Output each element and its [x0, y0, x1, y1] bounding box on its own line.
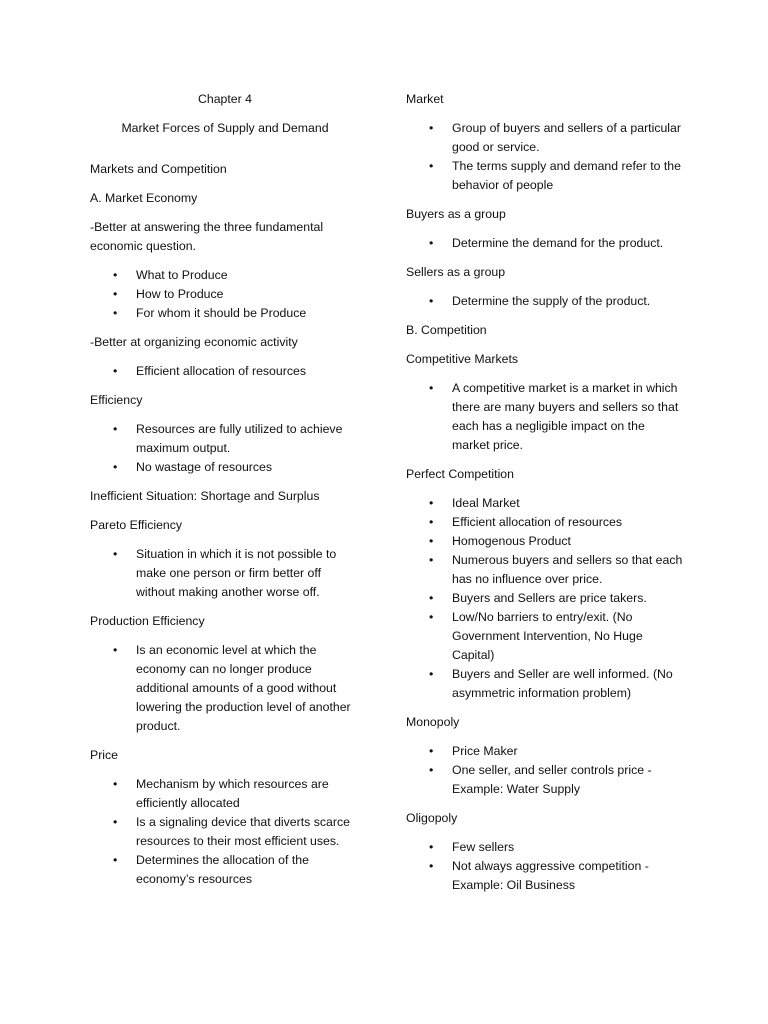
- bullet-icon: •: [429, 121, 434, 135]
- list-item-text: Determines the allocation of the economy’s resources: [136, 853, 309, 886]
- list-item-text: Is a signaling device that diverts scarce resources to their most efficient uses.: [136, 815, 350, 848]
- list-item: [406, 157, 684, 195]
- list-item: [406, 761, 684, 799]
- list-item-text: Determine the demand for the product.: [452, 236, 664, 250]
- bullet-icon: •: [113, 643, 118, 657]
- list-item: [406, 532, 684, 551]
- list-item: [406, 234, 684, 253]
- price-list: [90, 775, 360, 889]
- bullet-icon: •: [113, 815, 118, 829]
- list-item-text: What to Produce: [136, 268, 228, 282]
- pareto-list: [90, 545, 360, 602]
- monopoly-list: [406, 742, 684, 799]
- list-item: [90, 545, 360, 602]
- list-item: [406, 513, 684, 532]
- list-item: [406, 665, 684, 703]
- list-item-text: Buyers and Sellers are price takers.: [452, 591, 647, 605]
- list-item: [90, 458, 360, 477]
- questions-list: [90, 266, 360, 323]
- list-item-text: Numerous buyers and sellers so that each has no influence over price.: [452, 553, 683, 586]
- oligopoly-list: [406, 838, 684, 895]
- bullet-icon: •: [429, 159, 434, 173]
- list-item: [406, 608, 684, 665]
- list-item-text: The terms supply and demand refer to the behavior of people: [452, 159, 681, 192]
- heading-perfect-competition: Perfect Competition: [406, 467, 514, 481]
- bullet-icon: •: [113, 268, 118, 282]
- heading-market-economy: A. Market Economy: [90, 191, 198, 205]
- heading-buyers-group: Buyers as a group: [406, 207, 506, 221]
- bullet-icon: •: [429, 610, 434, 624]
- list-item-text: Efficient allocation of resources: [136, 364, 306, 378]
- list-item-text: Determine the supply of the product.: [452, 294, 651, 308]
- bullet-icon: •: [429, 534, 434, 548]
- list-item-text: Mechanism by which resources are efficiently allocated: [136, 777, 329, 810]
- list-item-text: Price Maker: [452, 744, 518, 758]
- bullet-icon: •: [429, 515, 434, 529]
- list-item: [90, 420, 360, 458]
- bullet-icon: •: [429, 236, 434, 250]
- list-item-text: A competitive market is a market in which there are many buyers and sellers so that each has a negligible impact on the market price.: [452, 381, 679, 452]
- chapter-heading: Chapter 4: [197, 92, 252, 106]
- list-item: [406, 379, 684, 455]
- heading-oligopoly: Oligopoly: [406, 811, 458, 825]
- list-item-text: For whom it should be Produce: [136, 306, 307, 320]
- bullet-icon: •: [429, 496, 434, 510]
- list-item-text: Homogenous Product: [452, 534, 571, 548]
- list-item: [90, 304, 360, 323]
- list-item: [90, 813, 360, 851]
- right-column: [406, 90, 684, 905]
- list-item: [406, 292, 684, 311]
- bullet-icon: •: [113, 547, 118, 561]
- list-item-text: Situation in which it is not possible to make one person or firm better off without making another worse off.: [136, 547, 337, 599]
- list-item: [406, 589, 684, 608]
- heading-markets-competition: Markets and Competition: [90, 162, 227, 176]
- heading-market: Market: [406, 92, 444, 106]
- list-item-text: Not always aggressive competition -Example: Oil Business: [452, 859, 649, 892]
- list-item-text: Few sellers: [452, 840, 515, 854]
- list-item: [406, 742, 684, 761]
- text-better-organizing: -Better at organizing economic activity: [90, 335, 298, 349]
- bullet-icon: •: [429, 840, 434, 854]
- bullet-icon: •: [429, 763, 434, 777]
- heading-competitive-markets: Competitive Markets: [406, 352, 519, 366]
- efficiency-list: [90, 420, 360, 477]
- left-column: [90, 90, 360, 899]
- bullet-icon: •: [429, 381, 434, 395]
- bullet-icon: •: [113, 460, 118, 474]
- heading-pareto-efficiency: Pareto Efficiency: [90, 518, 183, 532]
- list-item: [90, 775, 360, 813]
- bullet-icon: •: [113, 422, 118, 436]
- list-item-text: Efficient allocation of resources: [452, 515, 622, 529]
- list-item: [406, 551, 684, 589]
- perfect-list: [406, 494, 684, 703]
- list-item: [406, 494, 684, 513]
- bullet-icon: •: [113, 306, 118, 320]
- list-item: [90, 641, 360, 736]
- heading-inefficient-situation: Inefficient Situation: Shortage and Surplus: [90, 489, 320, 503]
- list-item-text: Low/No barriers to entry/exit. (No Government Intervention, No Huge Capital): [452, 610, 643, 662]
- heading-competition: B. Competition: [406, 323, 487, 337]
- list-item: [406, 119, 684, 157]
- list-item-text: No wastage of resources: [136, 460, 273, 474]
- list-item: [406, 838, 684, 857]
- bullet-icon: •: [113, 853, 118, 867]
- list-item-text: Is an economic level at which the economy can no longer produce additional amounts of a good without lowering the production level of another product.: [136, 643, 351, 733]
- heading-monopoly: Monopoly: [406, 715, 460, 729]
- bullet-icon: •: [429, 859, 434, 873]
- bullet-icon: •: [429, 294, 434, 308]
- organizing-list: [90, 362, 360, 381]
- sellers-list: [406, 292, 684, 311]
- list-item-text: How to Produce: [136, 287, 224, 301]
- buyers-list: [406, 234, 684, 253]
- list-item: [90, 851, 360, 889]
- bullet-icon: •: [113, 287, 118, 301]
- bullet-icon: •: [429, 744, 434, 758]
- bullet-icon: •: [113, 777, 118, 791]
- heading-production-efficiency: Production Efficiency: [90, 614, 205, 628]
- production-list: [90, 641, 360, 736]
- list-item-text: One seller, and seller controls price -Example: Water Supply: [452, 763, 652, 796]
- list-item: [90, 266, 360, 285]
- text-better-answering: -Better at answering the three fundamental economic question.: [90, 220, 324, 253]
- list-item: [90, 285, 360, 304]
- bullet-icon: •: [429, 553, 434, 567]
- bullet-icon: •: [429, 591, 434, 605]
- heading-efficiency: Efficiency: [90, 393, 143, 407]
- list-item: [406, 857, 684, 895]
- list-item-text: Ideal Market: [452, 496, 520, 510]
- chapter-title: Market Forces of Supply and Demand: [121, 121, 329, 135]
- bullet-icon: •: [113, 364, 118, 378]
- list-item-text: Group of buyers and sellers of a particular good or service.: [452, 121, 681, 154]
- heading-sellers-group: Sellers as a group: [406, 265, 506, 279]
- list-item: [90, 362, 360, 381]
- heading-price: Price: [90, 748, 119, 762]
- list-item-text: Resources are fully utilized to achieve maximum output.: [136, 422, 343, 455]
- competitive-list: [406, 379, 684, 455]
- list-item-text: Buyers and Seller are well informed. (No asymmetric information problem): [452, 667, 673, 700]
- bullet-icon: •: [429, 667, 434, 681]
- market-list: [406, 119, 684, 195]
